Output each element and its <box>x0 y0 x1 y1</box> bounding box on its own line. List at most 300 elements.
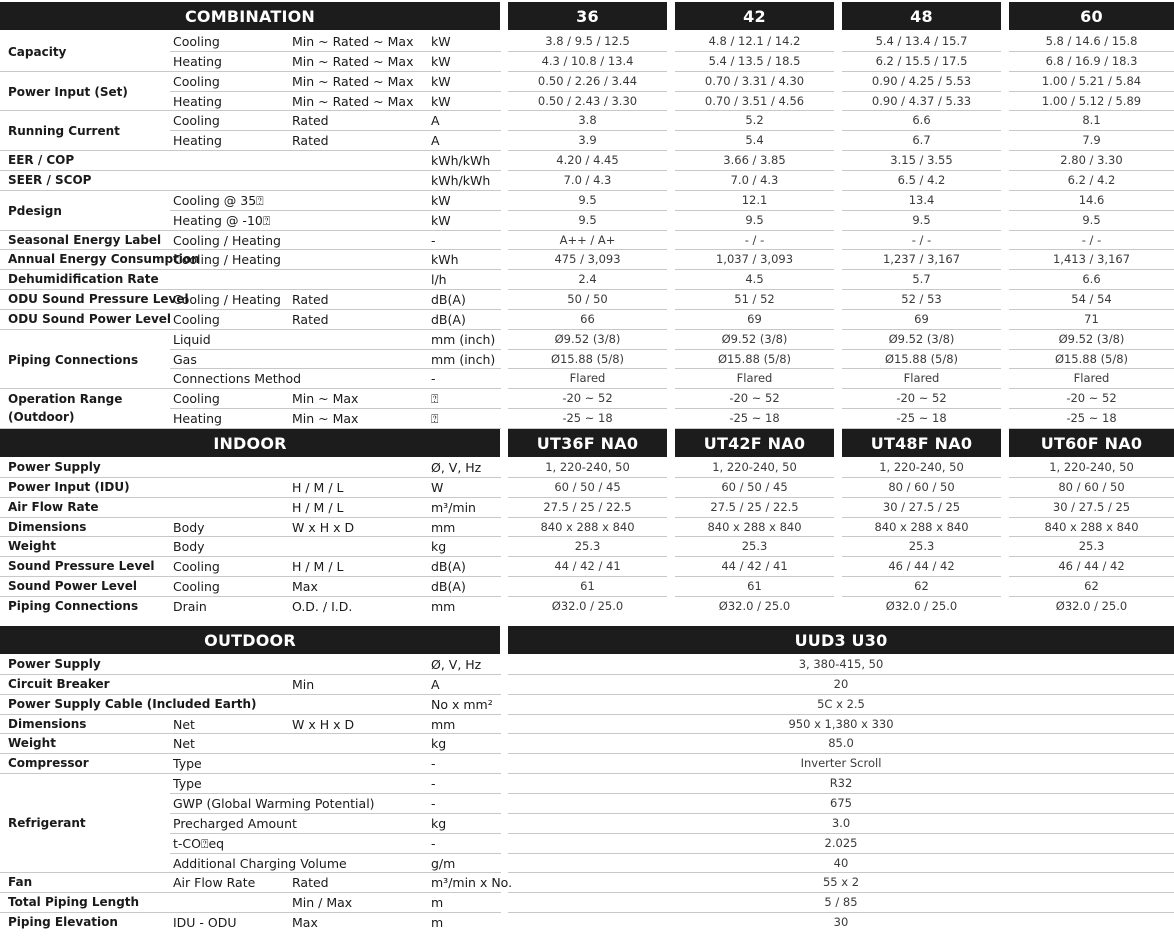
table-row <box>0 191 1174 210</box>
indoor-model-header: UT36F NA0 <box>508 429 667 457</box>
row-divider <box>508 51 667 52</box>
value-cell: 475 / 3,093 <box>554 252 621 266</box>
row-divider <box>675 269 834 270</box>
row-divider <box>508 71 667 72</box>
value-cell: 3.8 <box>578 113 597 127</box>
row-description: SEER / SCOP <box>8 173 92 187</box>
row-divider <box>0 190 501 191</box>
row-divider <box>1009 388 1174 389</box>
row-unit: kWh/kWh <box>431 153 491 168</box>
indoor-model-header: UT60F NA0 <box>1009 429 1174 457</box>
row-description: Piping Connections <box>8 599 139 613</box>
table-row <box>0 350 1174 369</box>
row-description: Compressor <box>8 756 89 770</box>
value-cell: 5.2 <box>745 113 764 127</box>
table-row <box>0 854 1174 873</box>
value-cell: Ø15.88 (5/8) <box>1054 352 1129 366</box>
row-divider <box>1009 269 1174 270</box>
value-cell: 46 / 44 / 42 <box>888 559 955 573</box>
value-cell: 27.5 / 25 / 22.5 <box>543 500 632 514</box>
value-cell: 6.8 / 16.9 / 18.3 <box>1045 54 1138 68</box>
row-divider <box>1009 349 1174 350</box>
row-description: ODU Sound Power Level <box>8 312 172 326</box>
value-cell: 6.6 <box>1082 272 1101 286</box>
row-divider <box>0 230 501 231</box>
row-condition: Min ~ Rated ~ Max <box>292 94 414 109</box>
row-condition <box>292 270 427 289</box>
row-subcategory: Cooling <box>173 579 220 594</box>
row-subcategory: Cooling @ 35⍰ <box>173 193 264 208</box>
row-description: Piping Elevation <box>8 915 118 929</box>
row-condition <box>292 330 427 349</box>
value-cell: 3.15 / 3.55 <box>890 153 953 167</box>
row-unit: ⍰ <box>431 411 439 426</box>
value-cell: 2.4 <box>578 272 597 286</box>
row-divider <box>842 368 1001 369</box>
value-cell: 25.3 <box>574 539 601 553</box>
table-row <box>0 458 1174 477</box>
row-subcategory: Cooling <box>173 34 220 49</box>
row-unit: l/h <box>431 272 447 287</box>
table-row <box>0 211 1174 230</box>
value-cell: Flared <box>903 371 940 385</box>
row-divider <box>1009 190 1174 191</box>
value-cell: 9.5 <box>578 193 597 207</box>
row-divider <box>842 388 1001 389</box>
row-subcategory: Type <box>173 756 202 771</box>
table-row <box>0 734 1174 753</box>
value-cell: 1,413 / 3,167 <box>1052 252 1131 266</box>
row-condition <box>292 854 427 873</box>
row-unit: W <box>431 480 444 495</box>
table-row <box>0 478 1174 497</box>
row-divider <box>170 408 501 409</box>
value-cell: 80 / 60 / 50 <box>1058 480 1125 494</box>
row-description: Total Piping Length <box>8 895 140 909</box>
row-subcategory: Type <box>173 776 202 791</box>
row-divider <box>675 289 834 290</box>
value-cell: Ø15.88 (5/8) <box>717 352 792 366</box>
table-row <box>0 231 1174 250</box>
row-unit: kW <box>431 34 451 49</box>
row-divider <box>1009 249 1174 250</box>
table-row <box>0 873 1174 892</box>
value-cell: 25.3 <box>741 539 768 553</box>
row-divider <box>170 51 501 52</box>
row-condition <box>292 734 427 753</box>
value-cell: - / - <box>911 233 932 247</box>
row-subcategory: Net <box>173 717 195 732</box>
value-cell: -20 ~ 52 <box>562 391 613 405</box>
row-condition: Rated <box>292 312 329 327</box>
row-condition: Min ~ Rated ~ Max <box>292 74 414 89</box>
value-cell: 12.1 <box>741 193 768 207</box>
value-cell: 61 <box>747 579 762 593</box>
row-unit: ⍰ <box>431 391 439 406</box>
value-cell: 44 / 42 / 41 <box>554 559 621 573</box>
value-cell: 60 / 50 / 45 <box>554 480 621 494</box>
row-divider <box>842 329 1001 330</box>
value-cell: 55 x 2 <box>822 875 860 889</box>
row-unit: dB(A) <box>431 312 466 327</box>
group-capacity: Capacity <box>8 44 67 59</box>
row-condition: H / M / L <box>292 500 344 515</box>
row-divider <box>842 150 1001 151</box>
row-divider <box>0 309 501 310</box>
row-condition <box>292 151 427 170</box>
row-subcategory: Liquid <box>173 332 211 347</box>
row-divider <box>508 329 667 330</box>
row-divider <box>0 170 501 171</box>
row-unit: - <box>431 371 436 386</box>
row-subcategory: Cooling <box>173 312 220 327</box>
row-subcategory <box>173 458 289 477</box>
value-cell: 6.5 / 4.2 <box>897 173 946 187</box>
row-divider <box>675 230 834 231</box>
row-description: Circuit Breaker <box>8 677 110 691</box>
row-unit: kW <box>431 54 451 69</box>
group-refrigerant: Refrigerant <box>8 816 86 830</box>
row-divider <box>842 71 1001 72</box>
row-description: Power Input (IDU) <box>8 480 130 494</box>
model-header: 60 <box>1009 2 1174 30</box>
value-cell: 30 <box>833 915 849 929</box>
row-divider <box>675 349 834 350</box>
value-cell: 14.6 <box>1078 193 1105 207</box>
row-condition <box>292 458 427 477</box>
row-condition: Rated <box>292 133 329 148</box>
row-condition <box>292 754 427 773</box>
row-divider <box>0 289 501 290</box>
row-divider <box>1009 210 1174 211</box>
row-unit: g/m <box>431 856 456 871</box>
row-divider <box>842 91 1001 92</box>
row-divider <box>1009 329 1174 330</box>
combination-header: COMBINATION <box>0 2 500 30</box>
table-row <box>0 675 1174 694</box>
row-divider <box>508 150 667 151</box>
value-cell: 1, 220-240, 50 <box>712 460 797 474</box>
value-cell: Inverter Scroll <box>800 756 882 770</box>
value-cell: 840 x 288 x 840 <box>874 520 969 534</box>
value-cell: 5.7 <box>912 272 931 286</box>
row-divider <box>170 349 501 350</box>
value-cell: Ø32.0 / 25.0 <box>551 599 624 613</box>
model-header: 48 <box>842 2 1001 30</box>
row-divider <box>675 190 834 191</box>
row-divider <box>1009 71 1174 72</box>
value-cell: 2.025 <box>824 836 858 850</box>
value-cell: 4.5 <box>745 272 764 286</box>
row-divider <box>508 210 667 211</box>
table-row <box>0 537 1174 556</box>
group-pdesign: Pdesign <box>8 203 62 218</box>
table-row <box>0 655 1174 674</box>
row-subcategory <box>173 171 289 190</box>
row-condition <box>292 211 427 230</box>
value-cell: Ø9.52 (3/8) <box>888 332 955 346</box>
value-cell: 9.5 <box>745 213 764 227</box>
row-unit: mm <box>431 520 456 535</box>
value-cell: -25 ~ 18 <box>1066 411 1117 425</box>
row-unit: - <box>431 756 436 771</box>
row-subcategory: Cooling <box>173 113 220 128</box>
table-row <box>0 498 1174 517</box>
row-unit: kg <box>431 816 447 831</box>
row-divider <box>508 130 667 131</box>
row-divider <box>508 349 667 350</box>
value-cell: 7.0 / 4.3 <box>730 173 779 187</box>
row-unit: - <box>431 836 436 851</box>
value-cell: -20 ~ 52 <box>729 391 780 405</box>
row-condition: Max <box>292 579 318 594</box>
row-subcategory <box>173 478 289 497</box>
row-unit: kW <box>431 94 451 109</box>
row-unit: - <box>431 796 436 811</box>
value-cell: 30 / 27.5 / 25 <box>882 500 961 514</box>
row-condition: Rated <box>292 875 329 890</box>
row-condition <box>292 250 427 269</box>
row-divider <box>675 210 834 211</box>
row-divider <box>508 368 667 369</box>
indoor-model-header: UT42F NA0 <box>675 429 834 457</box>
value-cell: 4.3 / 10.8 / 13.4 <box>541 54 634 68</box>
table-row <box>0 695 1174 714</box>
row-divider <box>0 269 501 270</box>
value-cell: 61 <box>580 579 595 593</box>
row-subcategory <box>173 655 289 674</box>
value-cell: 3.9 <box>578 133 597 147</box>
value-cell: 4.20 / 4.45 <box>556 153 619 167</box>
value-cell: -20 ~ 52 <box>896 391 947 405</box>
value-cell: 0.50 / 2.26 / 3.44 <box>537 74 638 88</box>
row-unit: A <box>431 113 440 128</box>
table-row <box>0 32 1174 51</box>
value-cell: 1, 220-240, 50 <box>545 460 630 474</box>
table-row <box>0 310 1174 329</box>
table-row <box>0 557 1174 576</box>
value-cell: Ø32.0 / 25.0 <box>718 599 791 613</box>
value-cell: 46 / 44 / 42 <box>1058 559 1125 573</box>
row-subcategory: Connections Method <box>173 371 302 386</box>
row-divider <box>1009 368 1174 369</box>
value-cell: 0.50 / 2.43 / 3.30 <box>537 94 638 108</box>
value-cell: 20 <box>833 677 849 691</box>
row-condition <box>292 834 427 853</box>
row-divider <box>1009 408 1174 409</box>
row-unit: mm (inch) <box>431 352 496 367</box>
value-cell: Ø9.52 (3/8) <box>1058 332 1125 346</box>
value-cell: 840 x 288 x 840 <box>540 520 635 534</box>
indoor-model-header: UT48F NA0 <box>842 429 1001 457</box>
row-unit: A <box>431 677 440 692</box>
row-divider <box>842 289 1001 290</box>
row-divider <box>1009 309 1174 310</box>
row-subcategory: Heating <box>173 411 222 426</box>
row-description: Power Supply Cable (Included Earth) <box>8 697 257 711</box>
value-cell: 5.8 / 14.6 / 15.8 <box>1045 34 1138 48</box>
row-condition: Min ~ Max <box>292 411 359 426</box>
row-unit: m³/min x No. <box>431 875 513 890</box>
row-subcategory: Heating <box>173 54 222 69</box>
value-cell: 27.5 / 25 / 22.5 <box>710 500 799 514</box>
row-description: Power Supply <box>8 460 101 474</box>
value-cell: 9.5 <box>1082 213 1101 227</box>
value-cell: Ø32.0 / 25.0 <box>885 599 958 613</box>
row-divider <box>1009 170 1174 171</box>
row-subcategory: Gas <box>173 352 197 367</box>
value-cell: 6.2 / 15.5 / 17.5 <box>875 54 968 68</box>
row-condition: Rated <box>292 113 329 128</box>
row-divider <box>675 170 834 171</box>
value-cell: Flared <box>569 371 606 385</box>
value-cell: 6.2 / 4.2 <box>1067 173 1116 187</box>
row-description: Weight <box>8 736 56 750</box>
value-cell: 66 <box>580 312 595 326</box>
row-subcategory: Air Flow Rate <box>173 875 256 890</box>
row-unit: mm <box>431 717 456 732</box>
row-subcategory: Body <box>173 520 205 535</box>
row-description: Sound Pressure Level <box>8 559 155 573</box>
value-cell: 840 x 288 x 840 <box>1044 520 1139 534</box>
row-divider <box>675 388 834 389</box>
row-subcategory <box>173 695 289 714</box>
row-divider <box>675 329 834 330</box>
row-divider <box>508 91 667 92</box>
row-subcategory: Additional Charging Volume <box>173 856 347 871</box>
value-cell: A++ / A+ <box>559 233 616 247</box>
table-row <box>0 577 1174 596</box>
row-divider <box>1009 110 1174 111</box>
row-unit: kW <box>431 213 451 228</box>
table-row <box>0 518 1174 537</box>
value-cell: 5.4 / 13.4 / 15.7 <box>875 34 968 48</box>
group-operation-range-outdoor: (Outdoor) <box>8 409 75 424</box>
row-subcategory <box>173 893 289 912</box>
row-description: Seasonal Energy Label <box>8 233 162 247</box>
row-divider <box>842 210 1001 211</box>
value-cell: - / - <box>1081 233 1102 247</box>
row-divider <box>508 269 667 270</box>
value-cell: 7.9 <box>1082 133 1101 147</box>
table-row <box>0 330 1174 349</box>
row-divider <box>508 408 667 409</box>
group-piping-connections: Piping Connections <box>8 352 139 367</box>
row-subcategory: GWP (Global Warming Potential) <box>173 796 375 811</box>
row-divider <box>1009 130 1174 131</box>
row-condition <box>292 231 427 250</box>
row-subcategory: Drain <box>173 599 207 614</box>
value-cell: 60 / 50 / 45 <box>721 480 788 494</box>
outdoor-header: OUTDOOR <box>0 626 500 654</box>
row-divider <box>842 349 1001 350</box>
row-unit: dB(A) <box>431 579 466 594</box>
table-row <box>0 171 1174 190</box>
row-unit: No x mm² <box>431 697 493 712</box>
row-divider <box>675 368 834 369</box>
value-cell: 85.0 <box>828 736 854 750</box>
row-divider <box>508 388 667 389</box>
row-divider <box>1009 150 1174 151</box>
row-condition <box>292 350 427 369</box>
row-divider <box>675 408 834 409</box>
value-cell: - / - <box>744 233 765 247</box>
value-cell: 1.00 / 5.12 / 5.89 <box>1041 94 1142 108</box>
value-cell: 51 / 52 <box>734 292 775 306</box>
row-unit: m <box>431 895 444 910</box>
value-cell: 1, 220-240, 50 <box>879 460 964 474</box>
row-divider <box>1009 289 1174 290</box>
group-operation-range: Operation Range <box>8 391 123 406</box>
row-subcategory: Cooling / Heating <box>173 233 281 248</box>
row-divider <box>508 309 667 310</box>
row-condition: H / M / L <box>292 480 344 495</box>
row-divider <box>675 91 834 92</box>
value-cell: 62 <box>1084 579 1099 593</box>
table-row <box>0 72 1174 91</box>
row-condition <box>292 655 427 674</box>
value-cell: 8.1 <box>1082 113 1101 127</box>
value-cell: 54 / 54 <box>1071 292 1112 306</box>
value-cell: Ø9.52 (3/8) <box>554 332 621 346</box>
value-cell: Ø32.0 / 25.0 <box>1055 599 1128 613</box>
row-subcategory: IDU - ODU <box>173 915 237 930</box>
value-cell: 5C x 2.5 <box>817 697 865 711</box>
row-condition <box>292 794 427 813</box>
row-divider <box>508 230 667 231</box>
row-divider <box>842 51 1001 52</box>
outdoor-model-header: UUD3 U30 <box>508 626 1174 654</box>
row-condition <box>292 695 427 714</box>
indoor-header: INDOOR <box>0 429 500 457</box>
row-condition <box>292 774 427 793</box>
value-cell: 1.00 / 5.21 / 5.84 <box>1041 74 1142 88</box>
row-divider <box>170 368 501 369</box>
row-divider <box>508 190 667 191</box>
row-subcategory: Cooling <box>173 74 220 89</box>
table-row <box>0 409 1174 428</box>
row-condition <box>292 171 427 190</box>
value-cell: 2.80 / 3.30 <box>1060 153 1123 167</box>
table-row <box>0 597 1174 616</box>
table-row <box>0 250 1174 269</box>
row-condition: Min / Max <box>292 895 353 910</box>
row-unit: kg <box>431 736 447 751</box>
row-description: Air Flow Rate <box>8 500 99 514</box>
value-cell: 30 / 27.5 / 25 <box>1052 500 1131 514</box>
row-condition: Rated <box>292 292 329 307</box>
row-condition: W x H x D <box>292 520 355 535</box>
table-row <box>0 774 1174 793</box>
row-condition: O.D. / I.D. <box>292 599 353 614</box>
row-description: Dimensions <box>8 520 87 534</box>
row-divider <box>675 51 834 52</box>
value-cell: 13.4 <box>908 193 935 207</box>
row-condition: W x H x D <box>292 717 355 732</box>
row-condition: Min ~ Rated ~ Max <box>292 54 414 69</box>
row-divider <box>842 269 1001 270</box>
value-cell: 1,037 / 3,093 <box>715 252 794 266</box>
row-divider <box>842 170 1001 171</box>
row-description: EER / COP <box>8 153 75 167</box>
row-unit: kW <box>431 74 451 89</box>
row-description: Dehumidification Rate <box>8 272 159 286</box>
row-condition: H / M / L <box>292 559 344 574</box>
value-cell: -25 ~ 18 <box>896 411 947 425</box>
row-subcategory: Body <box>173 539 205 554</box>
value-cell: 7.0 / 4.3 <box>563 173 612 187</box>
group-running-current: Running Current <box>8 123 120 138</box>
